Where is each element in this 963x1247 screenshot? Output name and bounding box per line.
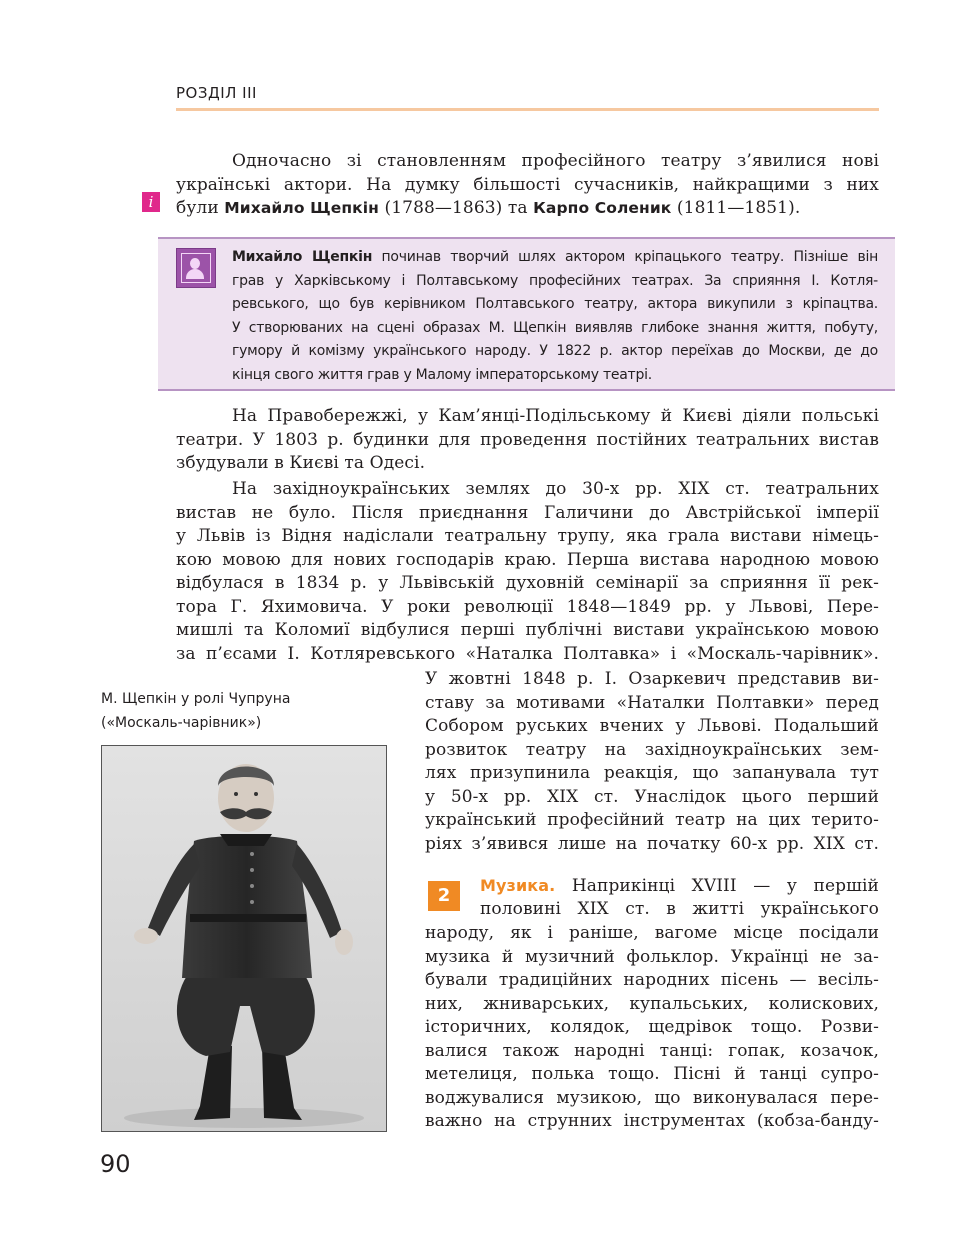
western-ukraine-paragraph bbox=[176, 478, 879, 666]
text-line: воджувалися музикою, що виконувалася пере- bbox=[425, 1087, 879, 1108]
text-line: грав у Харківському і Полтавському професійних театрах. За сприяння І. Котля- bbox=[232, 272, 878, 289]
text-line: відбулася в 1834 р. у Львівській духовній семінарії за сприяння її рек- bbox=[176, 573, 879, 593]
western-ukraine-paragraph-continued bbox=[425, 668, 879, 856]
text-line: народу, як і раніше, вагоме місце посідали bbox=[425, 923, 879, 943]
text-line bbox=[232, 246, 878, 270]
shchepkin-engraving bbox=[102, 746, 386, 1131]
music-paragraph bbox=[425, 922, 879, 1134]
text-line: вистав не було. Після приєднання Галичини до Австрійської імперії bbox=[176, 502, 879, 523]
text-line: важно на струнних інструментах (кобза-банду- bbox=[425, 1111, 879, 1131]
text-line: тора Г. Яхимовича. У роки революції 1848—1849 рр. у Львові, Пере- bbox=[176, 596, 879, 617]
text-span: починав творчий шлях актором кріпацького театру. Пізніше він bbox=[372, 249, 878, 265]
portrait-image bbox=[101, 745, 387, 1132]
portrait-icon-head bbox=[190, 258, 200, 269]
text-line: половині XIX ст. в житті українського bbox=[480, 899, 879, 919]
text-line: У створюваних на сцені образах М. Щепкін виявляв глибоке знання життя, побуту, bbox=[232, 319, 878, 336]
text-line: бували традиційних народних пісень — весіль- bbox=[425, 970, 879, 990]
page-number: 90 bbox=[100, 1150, 131, 1178]
text-line: У жовтні 1848 р. І. Озаркевич представив ви- bbox=[425, 669, 879, 689]
text-line: гумору й комізму українського народу. У 1822 р. актор переїхав до Москви, де до bbox=[232, 343, 878, 359]
callout-text bbox=[232, 246, 878, 387]
text-line: На західноукраїнських землях до 30-х рр. XIX ст. театральних bbox=[232, 479, 879, 499]
right-bank-paragraph bbox=[176, 405, 879, 476]
text-span: (1811—1851). bbox=[671, 198, 801, 218]
text-line: музика й музичний фольклор. Українці не за- bbox=[425, 946, 879, 967]
text-line: Собором руських вчених у Львові. Подальший bbox=[425, 716, 879, 736]
text-line: На Правобережжі, у Кам’янці-Подільському й Києві діяли польські bbox=[232, 406, 879, 426]
actor-name-solenyk: Карпо Соленик bbox=[533, 199, 672, 217]
text-line: у 50-х рр. XIX ст. Унаслідок цього перший bbox=[425, 786, 879, 807]
text-line: ріях з’явився лише на початку 60-х рр. XIX ст. bbox=[425, 833, 879, 854]
text-line: мишлі та Коломиї відбулися перші публічні вистави українською мовою bbox=[176, 620, 879, 640]
text-line: них, жниварських, купальських, колискових, bbox=[425, 993, 879, 1014]
portrait-icon bbox=[176, 248, 216, 288]
section-number-badge: 2 bbox=[428, 881, 460, 911]
text-line: збудували в Києві та Одесі. bbox=[176, 453, 426, 473]
music-heading: Музика. bbox=[480, 876, 556, 895]
text-line: у Львів із Відня надіслали театральну трупу, яка грала вистави німець- bbox=[176, 526, 879, 546]
intro-paragraph bbox=[176, 150, 879, 221]
section-header: РОЗДІЛ III bbox=[176, 84, 257, 102]
text-line: ревського, що був керівником Полтавського театру, актора викупили з кріпацтва. bbox=[232, 296, 878, 312]
text-line: ставу за мотивами «Наталки Полтавки» перед bbox=[425, 692, 879, 713]
caption-line: М. Щепкін у ролі Чупруна bbox=[101, 691, 291, 707]
text-line: кінця свого життя грав у Малому імператорському театрі. bbox=[232, 366, 652, 383]
text-line: розвиток театру на західноукраїнських зем- bbox=[425, 739, 879, 760]
text-line: за п’єсами І. Котляревського «Наталка Полтавка» і «Москаль-чарівник». bbox=[176, 643, 879, 664]
callout-name: Михайло Щепкін bbox=[232, 249, 373, 265]
text-span: Наприкінці XVIII — у першій bbox=[555, 876, 879, 896]
text-span: (1788—1863) та bbox=[379, 198, 534, 218]
text-line: український професійний театр на цих терито- bbox=[425, 810, 879, 830]
text-line: Одночасно зі становленням професійного театру з’явилися нові bbox=[232, 151, 879, 171]
caption-line: («Москаль-чарівник») bbox=[101, 715, 262, 731]
text-line: метелиця, полька тощо. Пісні й танці супро- bbox=[425, 1064, 879, 1084]
text-line: валися також народні танці: гопак, козачок, bbox=[425, 1040, 879, 1061]
actor-name-shchepkin: Михайло Щепкін bbox=[224, 199, 379, 217]
text-line: лях призупинила реакція, що запанувала тут bbox=[425, 763, 879, 783]
info-icon: i bbox=[142, 192, 160, 212]
header-rule bbox=[176, 108, 879, 111]
portrait-caption bbox=[101, 687, 290, 735]
music-heading-line bbox=[480, 874, 879, 899]
text-line: історичних, колядок, щедрівок тощо. Розви- bbox=[425, 1017, 879, 1037]
text-line: театри. У 1803 р. будинки для проведення постійних театральних вистав bbox=[176, 429, 879, 450]
text-line bbox=[176, 197, 879, 221]
text-line: українські актори. На думку більшості сучасників, найкращими з них bbox=[176, 174, 879, 195]
text-line: кою мовою для нових господарів краю. Перша вистава народною мовою bbox=[176, 549, 879, 570]
text-span: були bbox=[176, 198, 225, 218]
